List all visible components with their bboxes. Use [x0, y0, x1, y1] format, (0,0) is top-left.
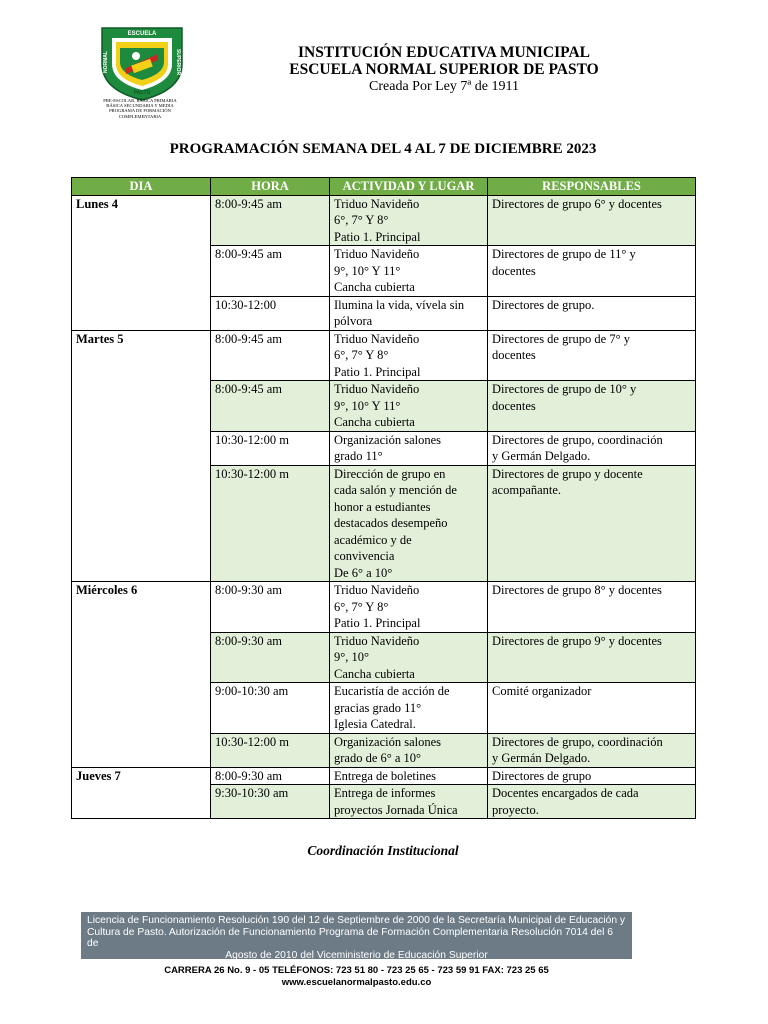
logo-caption-line: PROGRAMA DE FORMACIÓN: [109, 108, 171, 114]
table-row: [72, 330, 696, 381]
hora-cell: 8:00-9:30 am: [211, 632, 330, 683]
day-cell: Lunes 4: [72, 195, 211, 330]
responsables-cell: [488, 330, 696, 381]
signature: Coordinación Institucional: [307, 843, 459, 858]
responsables-cell: [488, 195, 696, 246]
license-line: Licencia de Funcionamiento Resolución 190 del 12 de Septiembre de 2000 de la Secretaría Municipal de Educación y: [87, 915, 626, 926]
hora-cell: 8:00-9:30 am: [211, 767, 330, 785]
responsables-line: Directores de grupo, coordinación: [492, 734, 663, 749]
actividad-cell: [330, 296, 488, 330]
hora-cell: 8:00-9:45 am: [211, 246, 330, 297]
actividad-cell: [330, 733, 488, 767]
actividad-line: proyectos Jornada Única: [334, 802, 458, 817]
actividad-line: 9°, 10° Y 11°: [334, 263, 401, 278]
actividad-cell: [330, 582, 488, 633]
responsables-line: Directores de grupo de 7° y: [492, 331, 630, 346]
logo-caption: [92, 98, 188, 119]
actividad-line: Patio 1. Principal: [334, 229, 421, 244]
responsables-line: docentes: [492, 348, 536, 362]
logo-bottom-text: PASTO: [133, 90, 151, 96]
header-hora: HORA: [211, 178, 330, 196]
actividad-line: Triduo Navideño: [334, 196, 420, 211]
responsables-cell: [488, 381, 696, 432]
license-box: [81, 912, 632, 959]
day-cell: Jueves 7: [72, 767, 211, 819]
table-header-row: [72, 178, 696, 196]
responsables-cell: [488, 785, 696, 819]
actividad-line: Eucaristía de acción de: [334, 684, 450, 698]
responsables-cell: [488, 246, 696, 297]
actividad-line: 9°, 10°: [334, 650, 369, 664]
website-line: www.escuelanormalpasto.edu.co: [281, 977, 432, 988]
actividad-line: académico y de: [334, 532, 412, 547]
actividad-line: Cancha cubierta: [334, 415, 415, 429]
table-row: [72, 195, 696, 246]
responsables-line: Docentes encargados de cada: [492, 786, 639, 800]
responsables-cell: [488, 733, 696, 767]
actividad-line: pólvora: [334, 314, 373, 328]
hora-cell: 8:00-9:30 am: [211, 582, 330, 633]
founding-law: Creada Por Ley 7ª de 1911: [369, 79, 519, 94]
responsables-line: Directores de grupo de 11° y: [492, 247, 636, 261]
institution-header: [230, 44, 658, 96]
responsables-line: Directores de grupo: [492, 768, 592, 783]
responsables-line: Directores de grupo 6° y docentes: [492, 196, 662, 211]
school-name: ESCUELA NORMAL SUPERIOR DE PASTO: [289, 61, 599, 78]
responsables-line: acompañante.: [492, 483, 562, 497]
actividad-cell: [330, 632, 488, 683]
actividad-line: grado 11°: [334, 449, 383, 463]
hora-cell: 10:30-12:00: [211, 296, 330, 330]
actividad-cell: [330, 431, 488, 465]
actividad-line: Ilumina la vida, vívela sin: [334, 297, 465, 312]
header-actividad: ACTIVIDAD Y LUGAR: [330, 178, 488, 196]
actividad-line: destacados desempeño: [334, 516, 448, 530]
actividad-line: convivencia: [334, 549, 395, 563]
responsables-line: Comité organizador: [492, 684, 592, 698]
schedule-table: [71, 177, 696, 819]
actividad-line: Dirección de grupo en: [334, 466, 446, 481]
actividad-cell: [330, 767, 488, 785]
table-row: [72, 767, 696, 785]
responsables-cell: [488, 296, 696, 330]
actividad-cell: [330, 246, 488, 297]
table-row: [72, 582, 696, 633]
document-title: PROGRAMACIÓN SEMANA DEL 4 AL 7 DE DICIEMBRE 2023: [169, 141, 597, 157]
responsables-line: Directores de grupo y docente: [492, 466, 643, 481]
day-cell: Martes 5: [72, 330, 211, 582]
actividad-line: grado de 6° a 10°: [334, 751, 422, 765]
logo-caption-line: COMPLEMENTARIA: [118, 113, 162, 119]
actividad-line: Triduo Navideño: [334, 633, 420, 648]
actividad-line: Iglesia Catedral.: [334, 717, 416, 731]
contact-info: [81, 965, 632, 989]
actividad-cell: [330, 465, 488, 582]
hora-cell: 10:30-12:00 m: [211, 431, 330, 465]
responsables-cell: [488, 431, 696, 465]
hora-cell: 8:00-9:45 am: [211, 195, 330, 246]
responsables-line: docentes: [492, 398, 536, 413]
actividad-line: Triduo Navideño: [334, 331, 420, 346]
actividad-cell: [330, 683, 488, 734]
header-responsables: RESPONSABLES: [488, 178, 696, 196]
actividad-line: 6°, 7° Y 8°: [334, 348, 389, 362]
responsables-line: Directores de grupo, coordinación: [492, 432, 663, 447]
actividad-line: Organización salones: [334, 432, 442, 447]
actividad-line: 9°, 10° Y 11°: [334, 398, 401, 413]
responsables-cell: [488, 465, 696, 582]
actividad-cell: [330, 330, 488, 381]
actividad-line: gracias grado 11°: [334, 700, 422, 715]
logo-right-text: SUPERIOR: [175, 48, 181, 76]
day-cell: Miércoles 6: [72, 582, 211, 768]
address-line: CARRERA 26 No. 9 - 05 TELÉFONOS: 723 51 80 - 723 25 65 - 723 59 91 FAX: 723 25 65: [164, 965, 549, 976]
license-line: Agosto de 2010 del Viceministerio de Educación Superior: [225, 949, 488, 961]
responsables-line: proyecto.: [492, 802, 539, 817]
actividad-line: Entrega de boletines: [334, 768, 437, 783]
hora-cell: 8:00-9:45 am: [211, 330, 330, 381]
actividad-cell: [330, 195, 488, 246]
responsables-line: Directores de grupo 8° y docentes: [492, 583, 662, 597]
actividad-line: De 6° a 10°: [334, 565, 393, 580]
responsables-line: y Germán Delgado.: [492, 751, 591, 765]
responsables-line: docentes: [492, 263, 536, 278]
logo-top-text: ESCUELA: [127, 31, 157, 37]
responsables-cell: [488, 767, 696, 785]
responsables-cell: [488, 683, 696, 734]
actividad-line: 6°, 7° Y 8°: [334, 213, 389, 227]
actividad-line: Entrega de informes: [334, 786, 436, 800]
schedule-body: [72, 195, 696, 819]
logo-left-text: NORMAL: [103, 51, 109, 73]
logo-caption-line: BÁSICA SECUNDARIA Y MEDIA: [106, 103, 174, 109]
institution-name: INSTITUCIÓN EDUCATIVA MUNICIPAL: [298, 44, 590, 61]
hora-cell: 10:30-12:00 m: [211, 465, 330, 582]
responsables-line: y Germán Delgado.: [492, 449, 591, 463]
actividad-cell: [330, 381, 488, 432]
actividad-line: Organización salones: [334, 734, 442, 749]
actividad-line: 6°, 7° Y 8°: [334, 599, 389, 614]
actividad-line: Triduo Navideño: [334, 583, 420, 597]
responsables-cell: [488, 632, 696, 683]
actividad-line: Triduo Navideño: [334, 382, 420, 396]
responsables-cell: [488, 582, 696, 633]
actividad-line: honor a estudiantes: [334, 499, 431, 514]
header-dia: DIA: [72, 178, 211, 196]
actividad-line: Patio 1. Principal: [334, 364, 421, 379]
hora-cell: 8:00-9:45 am: [211, 381, 330, 432]
hora-cell: 10:30-12:00 m: [211, 733, 330, 767]
actividad-line: Patio 1. Principal: [334, 616, 421, 630]
actividad-cell: [330, 785, 488, 819]
responsables-line: Directores de grupo.: [492, 297, 595, 312]
hora-cell: 9:30-10:30 am: [211, 785, 330, 819]
hora-cell: 9:00-10:30 am: [211, 683, 330, 734]
license-line: Cultura de Pasto. Autorización de Funcionamiento Programa de Formación Complementaria Resolución 7014 del 6 de: [87, 926, 614, 950]
responsables-line: Directores de grupo de 10° y: [492, 382, 637, 396]
actividad-line: cada salón y mención de: [334, 483, 457, 497]
actividad-line: Cancha cubierta: [334, 280, 415, 294]
responsables-line: Directores de grupo 9° y docentes: [492, 633, 662, 648]
actividad-line: Triduo Navideño: [334, 247, 420, 261]
logo-caption-line: PRE-ESCOLAR, BÁSICA PRIMARIA: [103, 98, 177, 103]
school-shield-icon: [96, 24, 188, 102]
actividad-line: Cancha cubierta: [334, 666, 415, 681]
